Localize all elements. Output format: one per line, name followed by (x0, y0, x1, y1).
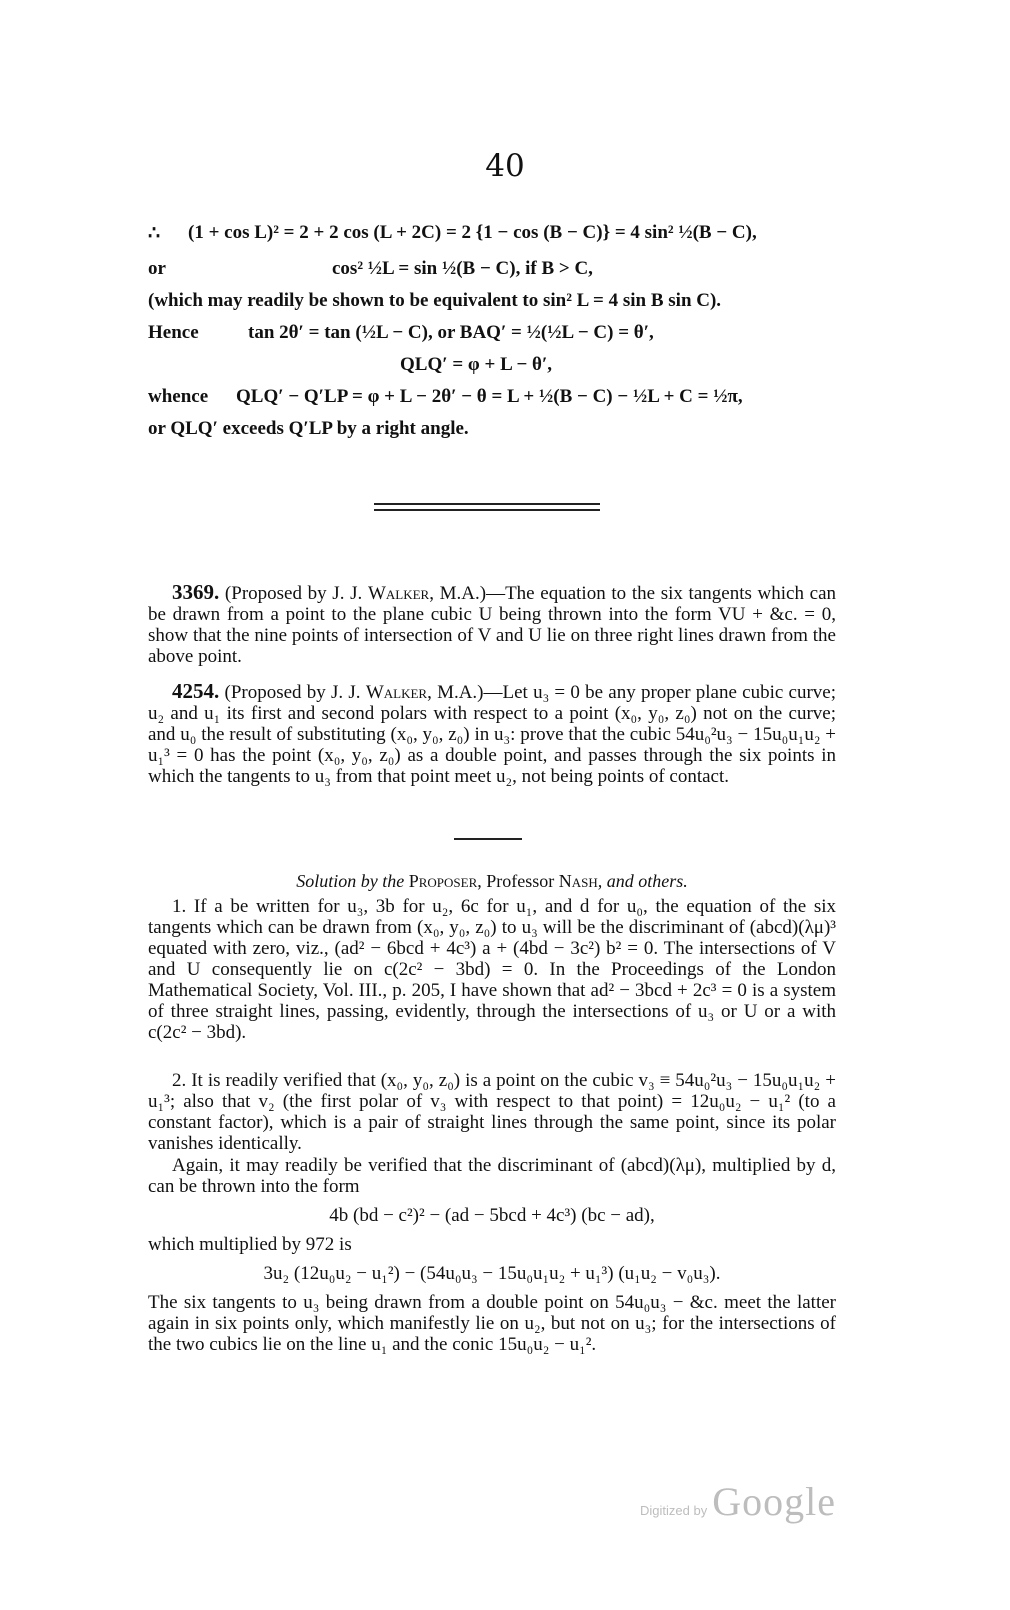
problem-text: , M.A.)—Let u₃ = 0 be any proper plane cubic curve; u₂ and u₁ its first and second polars with respect to a point (x₀, y₀, z₀) not on the curve; and u₀ the result of substituting (x₀, y₀, z₀) in u₃: prove that the cubic 54u₀²u₃ − 15u₀u₁u₂ + u₁³ = 0 has the point (x₀, y₀, z₀) as a double point, and passes through the six points in which the tangents to u₃ from that point meet u₂, not being points of contact. (148, 682, 837, 787)
display-equation-2: 3u₂ (12u₀u₂ − u₁²) − (54u₀u₃ − 15u₀u₁u₂ + u₁³) (u₁u₂ − v₀u₃). (263, 1263, 721, 1284)
section-double-rule-top (374, 503, 600, 505)
proposer-name: Walker (365, 682, 428, 703)
google-logo: Google (712, 1479, 837, 1524)
problem-3369 (148, 582, 836, 667)
watermark-prefix: Digitized by (640, 1503, 708, 1518)
problem-number: 4254. (172, 679, 220, 703)
line-multiplied-972: which multiplied by 972 is (148, 1234, 352, 1255)
equation-line-2: cos² ½L = sin ½(B − C), if B > C, (332, 258, 593, 279)
solution-paragraph-1: 1. If a be written for u₃, 3b for u₂, 6c for u₁, and d for u₀, the equation of the six tangents which can be drawn from (x₀, y₀, z₀) to u₃ will be the discriminant of (abcd)(λμ)³ equated with zero, viz., (ad² − 6bcd + 4c³) a + (4bd − 3c²) b² = 0. The intersections of V and U consequently lie on c(2c² − 3bd) = 0. In the Proceedings of the London Mathematical Society, Vol. III., p. 205, I have shown that ad² − 3bcd + 2c³ = 0 is a system of three straight lines, passing, evidently, through the intersections of u₃ or U or a with c(2c² − 3bd). (148, 896, 836, 1043)
section-double-rule-bottom (374, 509, 600, 511)
solution-paragraph-2: 2. It is readily verified that (x₀, y₀, z₀) is a point on the cubic v₃ ≡ 54u₀²u₃ − 15u₀u₁u₂ + u₁³; also that v₂ (the first polar of v₃ with respect to that point) = 12u₀u₂ − u₁² (to a constant factor), which is a pair of straight lines through the same point, since its polar vanishes identically. (148, 1070, 836, 1154)
equation-line-4: tan 2θ′ = tan (½L − C), or BAQ′ = ½(½L − C) = θ′, (248, 322, 654, 343)
page-number: 40 (485, 148, 525, 184)
digitized-by-google-watermark (640, 1478, 836, 1525)
equation-line-6: QLQ′ − Q′LP = φ + L − 2θ′ − θ = L + ½(B − C) − ½L + C = ½π, (236, 386, 743, 407)
solution-proposer: Proposer (408, 871, 478, 891)
or-label: or (148, 258, 166, 279)
equation-line-5: QLQ′ = φ + L − θ′, (400, 354, 553, 375)
solution-heading (148, 871, 836, 892)
problem-number: 3369. (172, 580, 220, 604)
hence-label: Hence (148, 322, 199, 343)
equation-line-7: or QLQ′ exceeds Q′LP by a right angle. (148, 418, 469, 439)
problem-text: , M.A.)—The equation to the six tangents which can be drawn from a point to the plane cubic U being thrown into the form VU + &c. = 0, show that the nine points of intersection of V and U lie on three right lines drawn from the above point. (148, 583, 837, 667)
short-divider-rule (454, 838, 522, 840)
problem-proposer-prefix: (Proposed by J. J. (224, 682, 361, 703)
problem-proposer-prefix: (Proposed by J. J. (224, 583, 363, 604)
equation-line-3: (which may readily be shown to be equivalent to sin² L = 4 sin B sin C). (148, 290, 722, 311)
proposer-name: Walker (367, 583, 430, 604)
solution-heading-prefix: Solution by the (296, 871, 405, 891)
solution-heading-suffix: , and others. (597, 871, 688, 891)
solution-nash: Nash (558, 871, 598, 891)
solution-heading-mid: , Professor (477, 871, 555, 891)
solution-paragraph-3: Again, it may readily be verified that the discriminant of (abcd)(λμ), multiplied by d, can be thrown into the form (148, 1155, 836, 1197)
final-paragraph: The six tangents to u₃ being drawn from a double point on 54u₀u₃ − &c. meet the latter again in six points only, which manifestly lie on u₂, but not on u₃; for the intersections of the two cubics lie on the line u₁ and the conic 15u₀u₂ − u₁². (148, 1292, 836, 1355)
problem-4254 (148, 681, 836, 787)
whence-label: whence (148, 386, 209, 407)
display-equation-1: 4b (bd − c²)² − (ad − 5bcd + 4c³) (bc − ad), (329, 1205, 655, 1226)
equation-line-1: (1 + cos L)² = 2 + 2 cos (L + 2C) = 2 {1 − cos (B − C)} = 4 sin² ½(B − C), (188, 222, 757, 243)
therefore-symbol: ∴ (148, 223, 161, 244)
